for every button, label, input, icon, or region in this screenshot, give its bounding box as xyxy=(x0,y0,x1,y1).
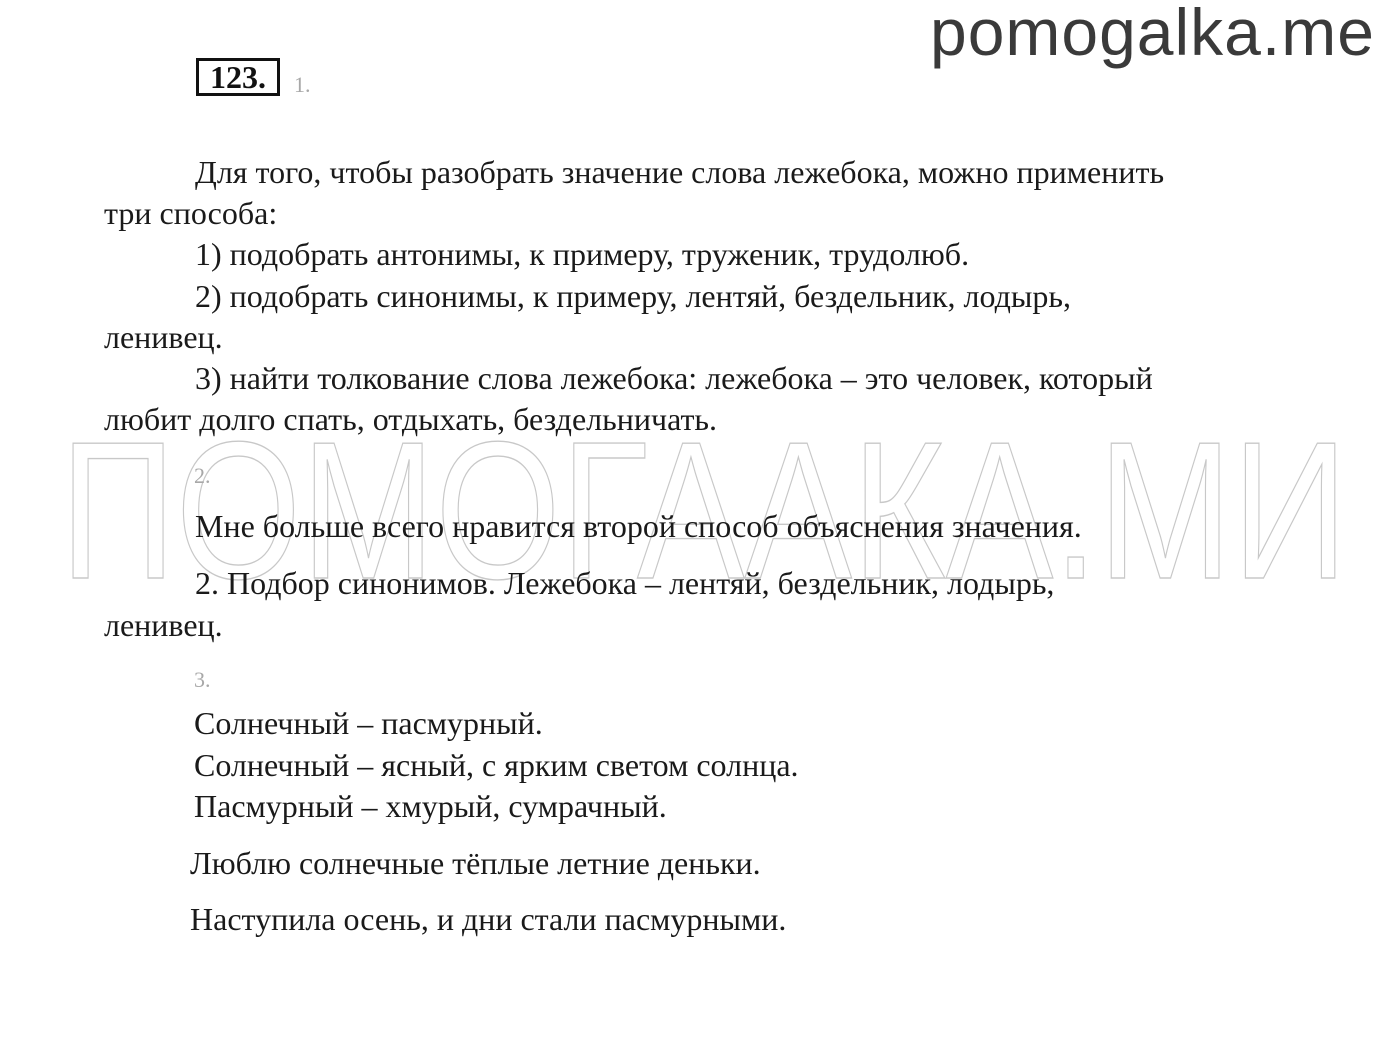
paragraph-line: любит долго спать, отдыхать, бездельничать. xyxy=(104,401,718,437)
paragraph-line: Для того, чтобы разобрать значение слова лежебока, можно применить xyxy=(195,154,1165,190)
word-pair-line: Солнечный – пасмурный. xyxy=(194,705,543,741)
list-item-definition: 3) найти толкование слова лежебока: лежебока – это человек, который xyxy=(195,360,1153,396)
task-number: 123. xyxy=(196,58,280,96)
section-marker-2: 2. xyxy=(194,463,211,488)
section-marker-1: 1. xyxy=(294,72,311,97)
example-sentence: Люблю солнечные тёплые летние деньки. xyxy=(190,845,761,881)
definition-line: Пасмурный – хмурый, сумрачный. xyxy=(194,788,667,824)
section-marker-3: 3. xyxy=(194,667,211,692)
watermark-text: ПОМОГААКА.МИ xyxy=(60,436,1348,596)
list-item-synonyms: 2) подобрать синонимы, к примеру, лентяй, бездельник, лодырь, xyxy=(195,278,1071,314)
example-sentence: Наступила осень, и дни стали пасмурными. xyxy=(190,901,787,937)
paragraph-line: ленивец. xyxy=(104,607,223,643)
paragraph-line: Мне больше всего нравится второй способ объяснения значения. xyxy=(195,508,1082,544)
list-item-antonyms: 1) подобрать антонимы, к примеру, труженик, трудолюб. xyxy=(195,236,970,272)
paragraph-line: ленивец. xyxy=(104,319,223,355)
definition-line: Солнечный – ясный, с ярким светом солнца. xyxy=(194,747,799,783)
paragraph-line: 2. Подбор синонимов. Лежебока – лентяй, бездельник, лодырь, xyxy=(195,565,1055,601)
site-brand: pomogalka.me xyxy=(930,0,1375,69)
paragraph-line: три способа: xyxy=(104,195,278,231)
